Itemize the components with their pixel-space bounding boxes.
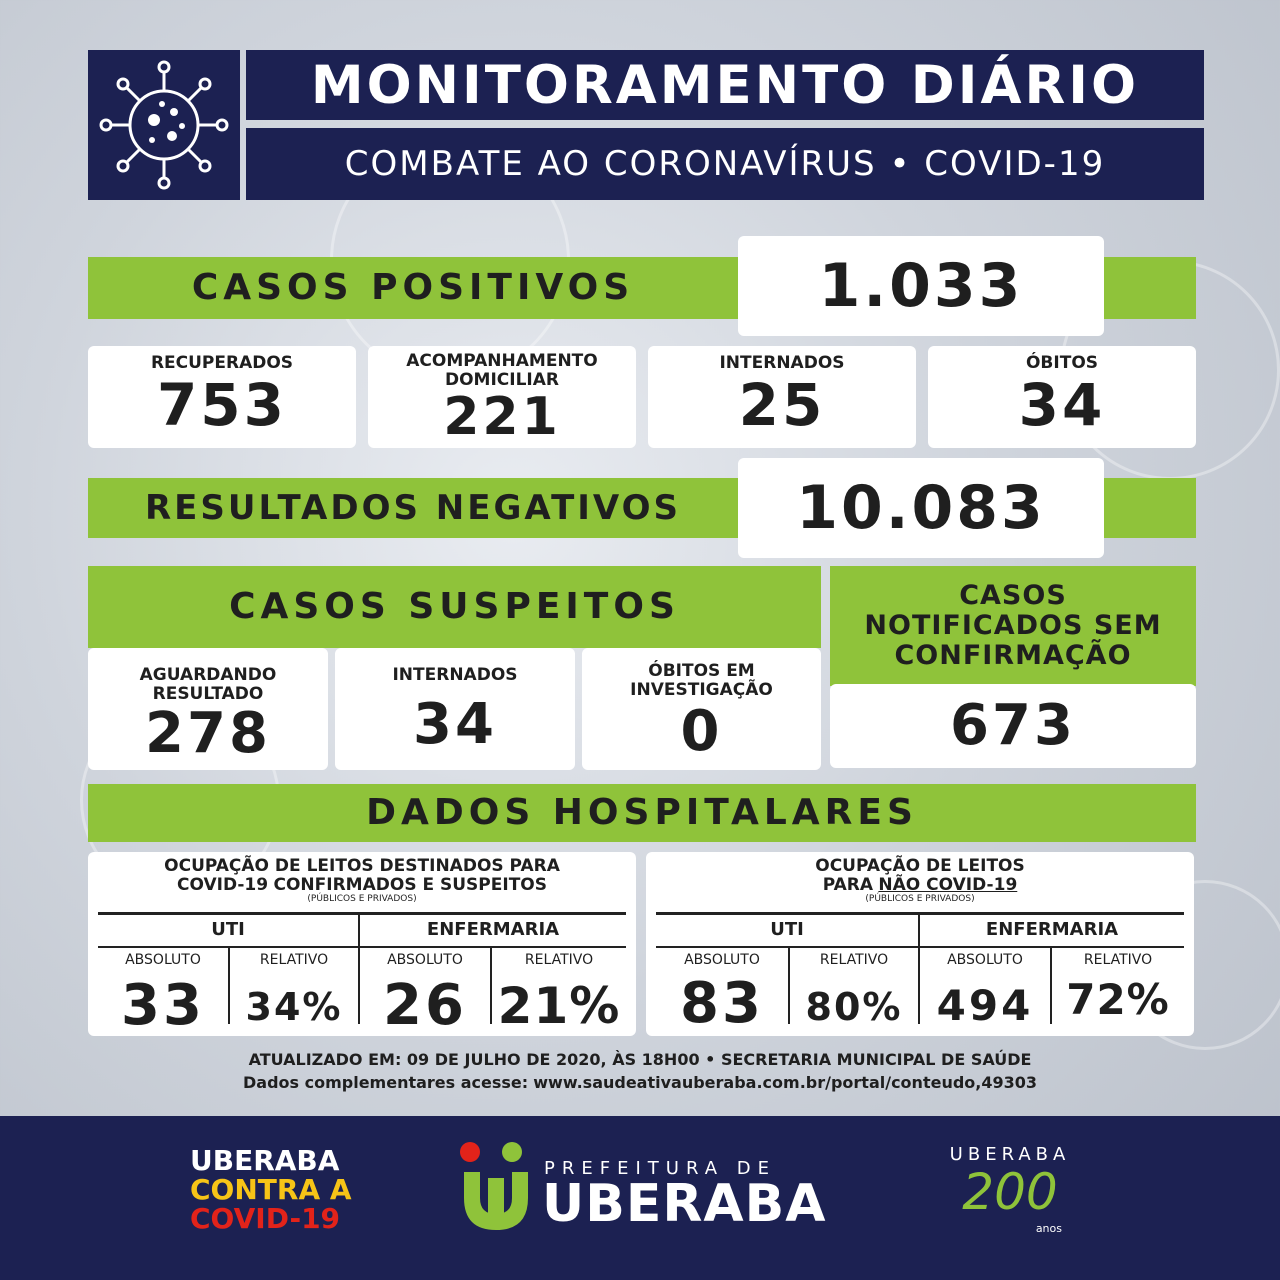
stat-label: ACOMPANHAMENTO DOMICILIAR — [406, 351, 598, 390]
relativo-header: RELATIVO — [819, 952, 889, 968]
stat-value: 34 — [1018, 371, 1106, 439]
absoluto-header: ABSOLUTO — [947, 952, 1023, 968]
non-covid-enf-relative: 72% — [1066, 975, 1170, 1024]
table-divider — [98, 912, 626, 915]
anniversary-top-text: UBERABA — [949, 1144, 1071, 1165]
header-icon-box — [88, 50, 240, 200]
notified-cases-label: CASOS NOTIFICADOS SEM CONFIRMAÇÃO — [864, 580, 1162, 671]
stat-label: INTERNADOS — [719, 353, 845, 373]
non-covid-beds-title-line2 — [646, 876, 1194, 894]
covid-beds-card — [88, 852, 636, 1036]
notified-cases-value: 673 — [950, 693, 1076, 758]
notified-cases-bar — [830, 566, 1196, 686]
covid-beds-title-line2 — [88, 876, 636, 894]
covid-beds-note: (PÚBLICOS E PRIVADOS) — [307, 894, 417, 904]
positive-cases-value: 1.033 — [818, 251, 1024, 321]
covid-enf-absolute: 26 — [383, 973, 467, 1038]
page-title: MONITORAMENTO DIÁRIO — [310, 54, 1140, 116]
uti-header: UTI — [211, 919, 245, 940]
stat-card-acompanhamento — [368, 346, 636, 448]
notified-cases-value-card — [830, 684, 1196, 768]
campaign-line1: UBERABA — [190, 1144, 340, 1177]
more-info-link[interactable]: www.saudeativauberaba.com.br/portal/conteudo,49303 — [533, 1073, 1038, 1092]
stat-card-recuperados — [88, 346, 356, 448]
table-divider — [98, 946, 626, 948]
suspect-card-aguardando — [88, 648, 328, 770]
prefeitura-emblem-icon — [456, 1138, 536, 1238]
stat-label: RECUPERADOS — [150, 353, 294, 373]
relativo-header: RELATIVO — [1083, 952, 1153, 968]
suspect-cases-label: CASOS SUSPEITOS — [229, 586, 680, 627]
relativo-header: RELATIVO — [524, 952, 594, 968]
non-covid-uti-relative: 80% — [805, 985, 903, 1029]
campaign-line2: CONTRA A — [190, 1173, 352, 1206]
non-covid-beds-title-prefix: PARA — [822, 875, 874, 895]
anniversary-logo — [920, 1144, 1100, 1244]
absoluto-header: ABSOLUTO — [387, 952, 463, 968]
stat-value: 25 — [738, 371, 826, 439]
header-title-box — [246, 50, 1204, 120]
suspect-item-label: ÓBITOS EM INVESTIGAÇÃO — [630, 661, 773, 700]
non-covid-beds-note: (PÚBLICOS E PRIVADOS) — [865, 894, 975, 904]
absoluto-header: ABSOLUTO — [684, 952, 760, 968]
updated-text: ATUALIZADO EM: 09 DE JULHO DE 2020, ÀS 18H00 • SECRETARIA MUNICIPAL DE SAÚDE — [248, 1050, 1032, 1069]
non-covid-enf-absolute: 494 — [936, 981, 1034, 1030]
stat-value: 753 — [156, 371, 288, 439]
anniversary-number: 200 — [962, 1163, 1058, 1221]
prefeitura-logo — [456, 1138, 836, 1238]
non-covid-uti-absolute: 83 — [680, 971, 764, 1036]
suspect-item-value: 0 — [680, 699, 723, 764]
covid-uti-absolute: 33 — [121, 973, 205, 1038]
uti-header: UTI — [770, 919, 804, 940]
suspect-item-value: 34 — [413, 692, 497, 757]
stat-card-internados — [648, 346, 916, 448]
campaign-logo — [190, 1146, 400, 1233]
campaign-line3: COVID-19 — [190, 1202, 341, 1235]
enfermaria-header: ENFERMARIA — [985, 919, 1119, 940]
page-subtitle: COMBATE AO CORONAVÍRUS • COVID-19 — [344, 144, 1106, 184]
positive-cases-value-card — [738, 236, 1104, 336]
suspect-item-label: INTERNADOS — [392, 665, 518, 685]
covid-uti-relative: 34% — [245, 985, 343, 1029]
covid-beds-title-prefix: COVID-19 — [177, 875, 269, 895]
header-subtitle-box — [246, 128, 1204, 200]
covid-beds-title-line1: OCUPAÇÃO DE LEITOS DESTINADOS PARA — [164, 856, 560, 876]
suspect-card-obitos — [582, 648, 821, 770]
anniversary-anos: anos — [1035, 1222, 1062, 1235]
table-divider — [656, 946, 1184, 948]
non-covid-beds-card — [646, 852, 1194, 1036]
virus-icon — [88, 50, 240, 200]
suspect-item-value: 278 — [145, 701, 271, 766]
covid-beds-title-bold: CONFIRMADOS E SUSPEITOS — [273, 875, 547, 895]
relativo-header: RELATIVO — [259, 952, 329, 968]
more-info-line — [0, 1073, 1280, 1093]
suspect-cases-bar — [88, 566, 821, 648]
positive-cases-label: CASOS POSITIVOS — [191, 267, 635, 308]
suspect-item-label: AGUARDANDO RESULTADO — [139, 665, 277, 704]
stat-card-obitos — [928, 346, 1196, 448]
hospital-data-label: DADOS HOSPITALARES — [366, 792, 918, 833]
prefeitura-small-text: PREFEITURA DE — [544, 1158, 776, 1179]
stat-label: ÓBITOS — [1025, 353, 1099, 373]
stat-value: 221 — [443, 387, 561, 447]
non-covid-beds-title-bold: NÃO COVID-19 — [878, 875, 1018, 895]
non-covid-beds-title-line1: OCUPAÇÃO DE LEITOS — [815, 856, 1025, 876]
suspect-card-internados — [335, 648, 575, 770]
absoluto-header: ABSOLUTO — [125, 952, 201, 968]
negative-results-label: RESULTADOS NEGATIVOS — [144, 488, 682, 528]
table-divider — [656, 912, 1184, 915]
hospital-data-bar — [88, 784, 1196, 842]
enfermaria-header: ENFERMARIA — [426, 919, 560, 940]
covid-enf-relative: 21% — [497, 977, 621, 1035]
negative-results-value: 10.083 — [796, 473, 1046, 543]
negative-results-value-card — [738, 458, 1104, 558]
prefeitura-big-text: UBERABA — [542, 1174, 827, 1234]
more-info-prefix: Dados complementares acesse: — [242, 1073, 529, 1092]
